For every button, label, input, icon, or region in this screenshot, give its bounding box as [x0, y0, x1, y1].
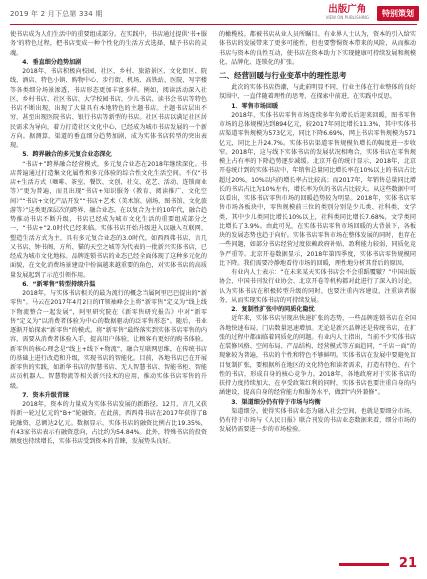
issue-label: 2019 年 2 月下总第 334 期: [10, 10, 103, 18]
brand-name: 出版广角: [328, 4, 367, 15]
section-heading: 3．渠道细分仍有待于市场与均衡: [231, 398, 321, 406]
page-header: [0, 0, 427, 34]
paragraph: 此次的实体书店热潮，与此前明显不同，行业主体在行业整体的良好氛围中，一直伴随着理性的思考，在探索中前进，在实践中反思。: [219, 84, 416, 101]
section-heading: 5．跨界融合的多元复合业态深化: [22, 151, 112, 159]
section-heading: 4．垂直细分趋势加剧: [22, 58, 82, 66]
paragraph: 近年来，实体书店呈现出快速扩张的态势，一些品牌连锁书店在全国各地快速布局，门店数量迅速增加。无论是新兴品牌还是传统书店，在扩张的过程中都面临着同质化的问题。有业内人士指出，当前不少实体书店在装修风格、空间布局、产品结构、经营模式等方面趋同，“千店一面”的现象较为普遍，书店的个性和特色不够鲜明。实体书店在发展中要避免盲目复制扩张，要根据所在地区的文化特色和读者需求，打造有特色、有个性的书店，形成自身的核心竞争力。2018年，各地政府对于实体书店的扶持力度持续加大，在享受政策红利的同时，实体书店也要注重自身的内涵建设，提高自身的经营能力和服务水平，做到“内外兼修”。: [219, 315, 416, 397]
brand-subtitle: VIEW ON PUBLISHING: [325, 15, 369, 20]
paragraph: 的橄榄枝。都被书店从业人员所瞩目。有业界人士认为，资本的引入给实体书店的发展带来了更多可能性，但也要警惕资本带来的风险，从而推动书店与资本的良性互动，使书店在资本助力下实现健康可持续发展和规模化、品牌化、连锁化的扩张。: [219, 31, 416, 66]
paragraph: 2018年，与实体书店相关的最为流行的概念当属阿里巴巴提出的“新零售”。马云在2017年4月2日的IT领袖峰会上将“新零售”定义为“线上线下物流整合一起发展”，阿里研究院在《新零售研究报告》中对“新零售”定义为“以消费者体验为中心的数据驱动的泛零售形态”。随后，书业逐渐开始探索“新零售”的模式。将“新零售”最终落实到实体书店零售的内容，需要从消费者体验入手，提高用户体验，让顾客有更好的购书体验。新零售的核心理念是“线上+线下+物流”，融合互联网思维，在传统书店的基础上进行改造和升级，实现书店的智能化。目前，各地书店已在开展新零售的实践，如新华书店的智慧书店、无人智慧书店、智能书柜、智能店员机器人、智慧物流等相关新兴技术的应用，推动实体书店零售的升级。: [10, 290, 207, 390]
magazine-brand: [326, 4, 369, 21]
paragraph: 使书店成为人们生活中的重要组成部分。在实践中，书店通过提供‘书+服务’的特色过程，把书店变成一种个性化的生活方式选择，赋予书店的灵魂。: [10, 31, 207, 57]
section-heading: 7．资本升级青睐: [22, 391, 70, 399]
section-heading: 2．复制性扩张中的同质化隐忧: [231, 306, 315, 313]
paragraph: 2018年，实体书店零售市场连续多年负增长后迎来回暖，图书零售市场的总体规模达到894亿元，较2017年同比增长11.3%，其中实体书店渠道零售规模为573亿元，同比下降6.69%，网上书店零售规模为571亿元，同比上升24.7%。实体书店渠道零售规模负增长的幅度进一步收窄。2018年，这与线下实体书店的发展状况相吻合，实体书店在零售规模上占有率的下降趋势逐步减缓。北京开卷的统计显示，2018年，北京开卷统计到的实体书店中，年销售总量同比增长率在10%以上的书店占比超过20%，10%以内的增长率占比较高；而2017年，年销售总量同比增长的书店占比为10%左右，增长率为负的书店占比较大。从这些数据中可以看出，实体书店零售市场的回暖趋势较为明显。2018年，实体书店零售市场各板块中，零售规模前三位的类别分别是少儿类、社科类、文学类，其中少儿类同比增长10%以上，社科类同比增长7.68%，文学类同比增长了3.9%。由此可见，在实体书店零售市场回暖的大背景下，各板块的发展态势也趋于向好。实体书店零售市场在整体发展的同时，也存在一些问题，如部分书店经营过度依赖政府补贴，盈利能力较弱，同质化竞争严重等。北京开卷数据显示，2018年第四季度，实体书店零售规模同比下降。我们需要冷静地看待市场的回暖，理性地分析其背后的原因。: [219, 111, 416, 267]
left-column: [10, 30, 207, 446]
right-column: [219, 30, 416, 435]
section-heading: 6．“新零售”转型持续升温: [22, 280, 96, 288]
section-heading: 二、经营回暖与行业变革中的理性思考: [219, 71, 347, 80]
paragraph: 2018年，资本的力量成为实体书店发展的新路径。12月，言几又获得新一轮过亿元的“B+”轮融资。在此前，西西弗书店在2017年获得了B轮融资，总额达2亿元。数据显示，实体书店的融资比例占比19.35%，有43家书店表示有融资意向，占比约为54.84%。此外，特殊书店的投资额度也持续增长，实体书店受到资本的青睐，发展势头良好。: [10, 401, 207, 445]
section-tag: 特别策划: [377, 6, 419, 21]
page-bar-decoration: [339, 563, 389, 566]
header-rule: [10, 24, 417, 25]
paragraph: 渠道细分、使得实体书店业态为融入社会空间，也就是要细分市场，仍有待于市场与《人民日报》联合刊发的书店业态数据来看，细分市场的发展仍需要进一步的市场检验。: [219, 407, 416, 434]
page-number: 21: [398, 556, 417, 571]
paragraph: 2018年，书店积极向校园、社区、乡村、旅游景区、文化街区、院线、酒店、特色小镇、购物中心、步行街、机场、高铁站、医院、写字楼等各类细分场景渗透，书店形态更加丰富多样。例如，阅读活动深入社区，乡村书店、社区书店、大学校园书店、少儿书店、读书会书店等特色书店不断出现，出现了大量具有本地特色的主题书店。主题书店层出不穷，甚至出现医院书店、银行书店等新型的书店。社区书店以满足社区居民需求为导向，着力打造社区文化中心，已经成为城市书店发展的一个新方向。据测算，渠道的垂直细分趋势加剧，成为实体书店转型的突出表现。: [10, 68, 207, 149]
paragraph: “书店+”跨界融合经营模式，多元复合业态在2018年继续深化。书店普遍通过打造集文化属性和多元体验的综合性文化生活空间。不仅“书店+生活方式（咖啡、茶室、餐饮、文创、社交、花艺、活动、连锁商业等）”更为普遍，而且出现“书店+知识服务（教育、阅读推广、文化空间）”“书店+文化产品开发”“书店+艺术（美术馆、剧场、图书馆、文化旅游等）”这类更深层次的跨界、融合业态。在以复合为主的10年代，融合趋势推动书店不断升级，书店已经成为城市文化生活的重要组成部分之一，“书店+”2.0时代已经来临。实体书店开始升级进入以融入互联网、塑造生活方式为主，具有多元复合业态的3.0时代。如西西弗书店、言几又书店、钟书阁、方所、猫的天空之城等为代表的一批新兴实体书店，已经成为城市文化地标。品牌连锁书店的业态已经全面体现了这种多元化的面貌，在文化消费场景建设中扮演越来越重要的角色，对实体书店的高质量发展起到了示范引领作用。: [10, 160, 207, 279]
section-heading: 1．零售市场回暖: [231, 102, 279, 110]
paragraph: 有业内人士表示：“在未来某天实体书店会不会重蹈覆辙？”中国出版协会、中国书刊发行业协会、北京开卷等机构都对此进行了深入的讨论，认为实体书店在积极转型升级的同时，也要注重内容建设，注重读者服务，从而实现实体书店的可持续发展。: [219, 269, 416, 304]
